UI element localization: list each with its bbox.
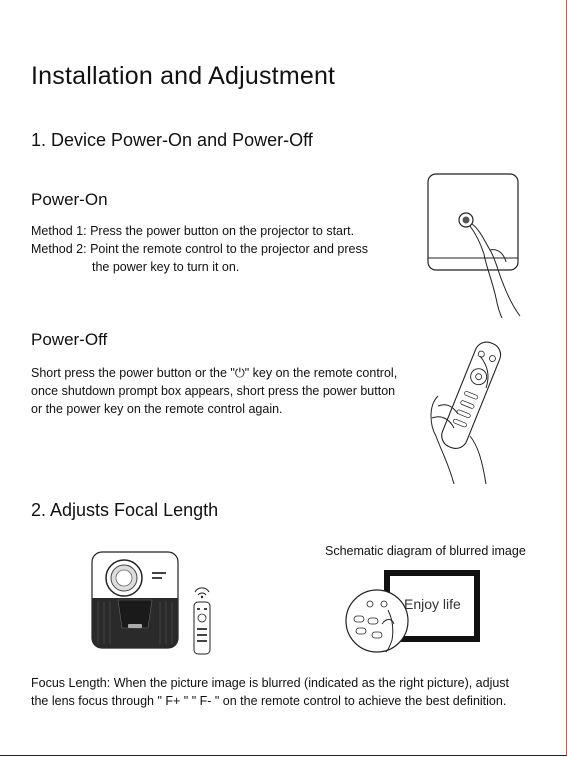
power-on-heading: Power-On <box>31 190 108 209</box>
projector-power-button-illustration <box>420 168 540 318</box>
diagram-caption: Schematic diagram of blurred image <box>325 544 526 558</box>
power-off-heading: Power-Off <box>31 330 108 349</box>
focus-line-1: Focus Length: When the picture image is blurred (indicated as the right picture), adjust <box>31 676 510 690</box>
hand-holding-remote-illustration <box>418 336 518 486</box>
remote-control-illustration <box>190 586 214 656</box>
projector-illustration <box>90 550 180 650</box>
remote-focus-zoom-illustration <box>344 588 410 654</box>
section-2-heading: 2. Adjusts Focal Length <box>31 500 219 520</box>
power-off-line-2: once shutdown prompt box appears, short press the power button <box>31 384 396 398</box>
power-off-line-3: or the power key on the remote control again. <box>31 402 283 416</box>
focus-length-text <box>31 674 561 710</box>
screen-text: Enjoy life <box>404 596 461 612</box>
power-off-line-1: Short press the power button or the "⏻" key on the remote control, <box>31 366 398 380</box>
power-on-method-2-cont: the power key to turn it on. <box>92 260 240 274</box>
power-on-method-2: Method 2: Point the remote control to the projector and press <box>31 242 368 256</box>
page-title: Installation and Adjustment <box>31 62 336 90</box>
focus-line-2: the lens focus through " F+ " " F- " on the remote control to achieve the best definition. <box>31 694 507 708</box>
power-on-method-1: Method 1: Press the power button on the projector to start. <box>31 224 355 238</box>
power-on-text <box>31 222 411 276</box>
section-1-heading: 1. Device Power-On and Power-Off <box>31 130 313 150</box>
power-off-text <box>31 364 431 418</box>
